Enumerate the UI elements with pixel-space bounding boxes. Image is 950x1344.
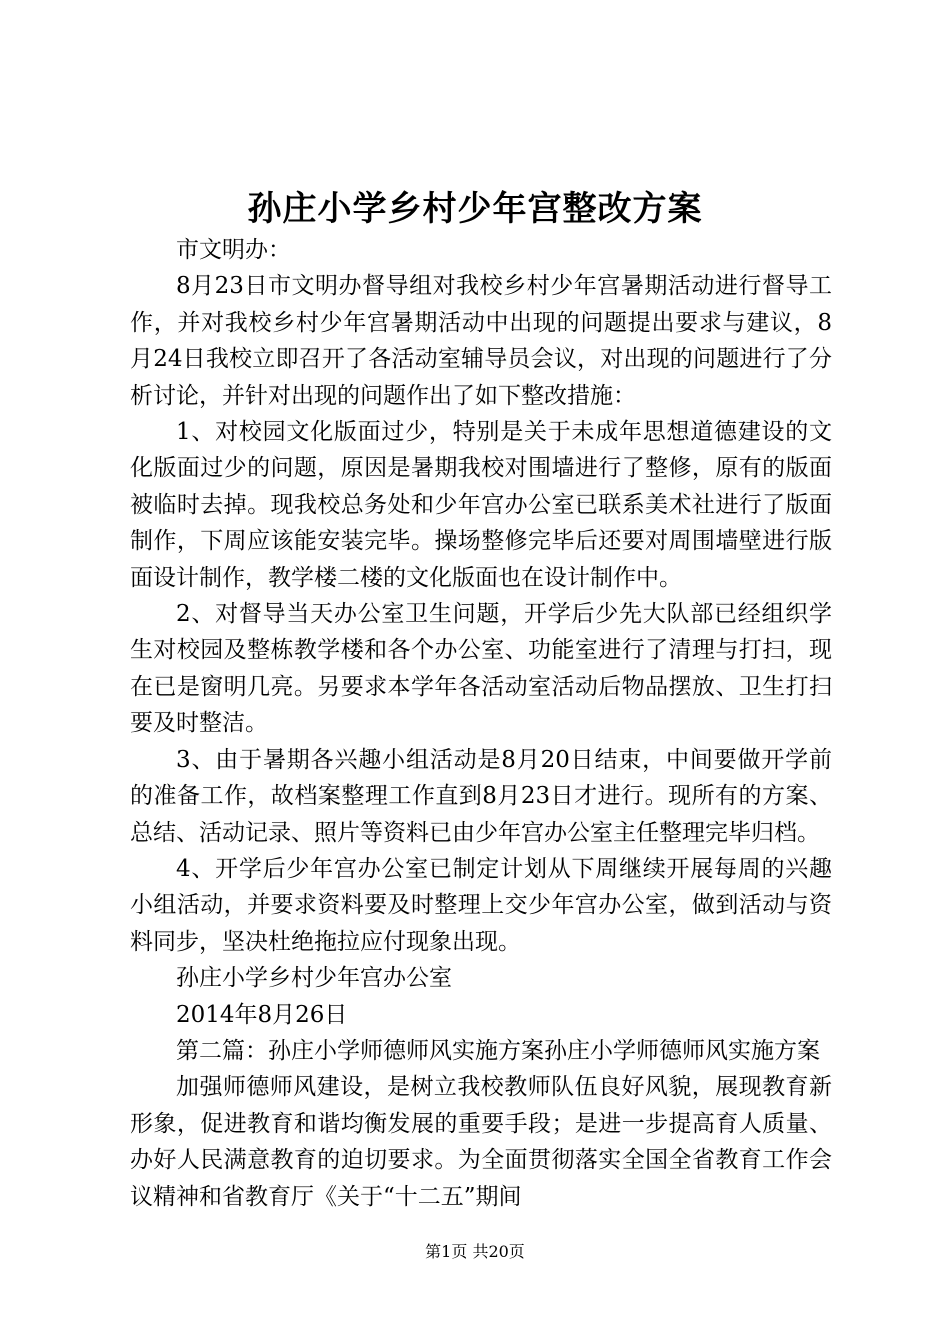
page-footer: 第1页 共20页 xyxy=(425,1242,525,1261)
paragraph-intro: 8月23日市文明办督导组对我校乡村少年宫暑期活动进行督导工作，并对我校乡村少年宫暑期活动中出现的问题提出要求与建议，8月24日我校立即召开了各活动室辅导员会议，对出现的问题进行了分析讨论，并针对出现的问题作出了如下整改措施： xyxy=(130,273,832,409)
document-body xyxy=(130,232,832,1215)
paragraph-item-2: 2、对督导当天办公室卫生问题，开学后少先大队部已经组织学生对校园及整栋教学楼和各个办公室、功能室进行了清理与打扫，现在已是窗明几亮。另要求本学年各活动室活动后物品摆放、卫生打扫要及时整洁。 xyxy=(130,601,832,737)
second-section-paragraph: 加强师德师风建设，是树立我校教师队伍良好风貌，展现教育新形象，促进教育和谐均衡发展的重要手段；是进一步提高育人质量、办好人民满意教育的迫切要求。为全面贯彻落实全国全省教育工作会议精神和省教育厅《关于“十二五”期间 xyxy=(130,1074,832,1210)
paragraph-item-3: 3、由于暑期各兴趣小组活动是8月20日结束，中间要做开学前的准备工作，故档案整理工作直到8月23日才进行。现所有的方案、总结、活动记录、照片等资料已由少年宫办公室主任整理完毕归档。 xyxy=(130,746,832,846)
document-title: 孙庄小学乡村少年宫整改方案 xyxy=(247,189,703,229)
signature-org: 孙庄小学乡村少年宫办公室 xyxy=(176,965,452,992)
paragraph-item-4: 4、开学后少年宫办公室已制定计划从下周继续开展每周的兴趣小组活动，并要求资料要及时整理上交少年宫办公室，做到活动与资料同步，坚决杜绝拖拉应付现象出现。 xyxy=(130,855,832,955)
signature-date: 2014年8月26日 xyxy=(176,1001,348,1028)
paragraph-item-1: 1、对校园文化版面过少，特别是关于未成年思想道德建设的文化版面过少的问题，原因是暑期我校对围墙进行了整修，原有的版面被临时去掉。现我校总务处和少年宫办公室已联系美术社进行了版面制作，下周应该能安装完毕。操场整修完毕后还要对周围墙壁进行版面设计制作，教学楼二楼的文化版面也在设计制作中。 xyxy=(130,419,832,591)
second-section-heading: 第二篇：孙庄小学师德师风实施方案孙庄小学师德师风实施方案 xyxy=(176,1037,820,1064)
salutation: 市文明办： xyxy=(176,237,291,263)
